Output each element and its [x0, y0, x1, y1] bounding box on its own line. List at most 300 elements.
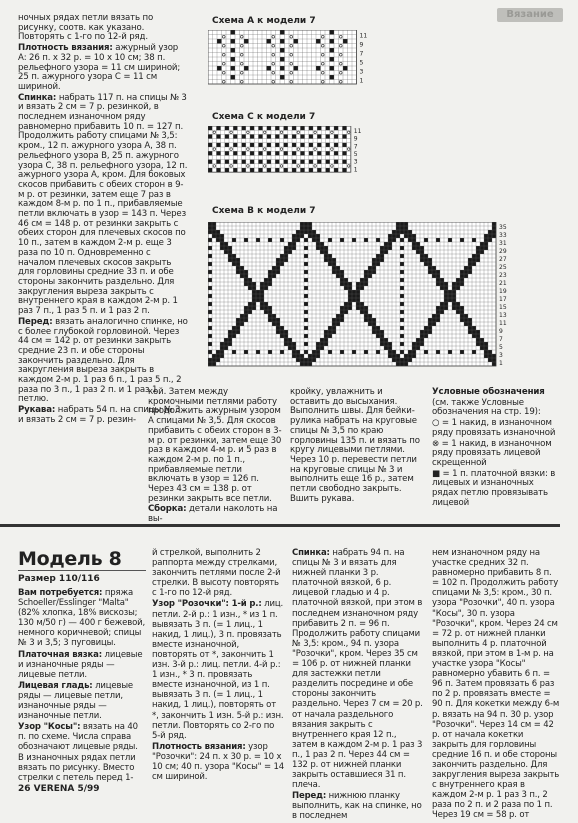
filled-stitch: [372, 330, 376, 334]
paragraph: Перед: нижнюю планку выполнить, как на спинке, но в последнем: [292, 791, 422, 822]
filled-stitch: [392, 230, 396, 234]
filled-stitch: [356, 302, 360, 306]
filled-stitch: [296, 234, 300, 238]
filled-stitch: [312, 350, 316, 354]
filled-stitch: [228, 254, 232, 258]
filled-stitch: [342, 151, 346, 155]
filled-stitch: [348, 302, 352, 306]
filled-stitch: [476, 334, 480, 338]
filled-stitch: [412, 234, 416, 238]
filled-stitch: [240, 274, 244, 278]
filled-stitch: [432, 270, 436, 274]
column-model7-left: [18, 14, 188, 427]
row-number: 5: [353, 150, 358, 158]
filled-stitch: [280, 48, 285, 53]
filled-stitch: [332, 266, 336, 270]
filled-stitch: [460, 274, 464, 278]
filled-stitch: [416, 242, 420, 246]
filled-stitch: [380, 338, 384, 342]
filled-stitch: [436, 278, 440, 282]
filled-stitch: [300, 134, 304, 138]
filled-stitch: [258, 151, 262, 155]
filled-stitch: [376, 238, 380, 242]
filled-stitch: [432, 314, 436, 318]
filled-stitch: [340, 238, 344, 242]
filled-stitch: [328, 350, 332, 354]
filled-stitch: [432, 322, 436, 326]
filled-stitch: [316, 350, 320, 354]
filled-stitch: [380, 330, 384, 334]
filled-stitch: [476, 250, 480, 254]
filled-stitch: [258, 134, 262, 138]
filled-stitch: [332, 318, 336, 322]
filled-stitch: [300, 226, 304, 230]
filled-stitch: [208, 350, 212, 354]
filled-stitch: [396, 222, 400, 226]
filled-stitch: [368, 314, 372, 318]
filled-stitch: [308, 234, 312, 238]
filled-stitch: [424, 254, 428, 258]
filled-stitch: [356, 294, 360, 298]
paragraph: Вам потребуется: пряжа Schoeller/Esslinger "Malta" (82% хлопка, 18% вискозы; 130 м/50 г) — 400 г бежевой, немного коричневой; спицы № 3 и 3,5; 3 пуговицы.: [18, 588, 146, 649]
filled-stitch: [280, 262, 284, 266]
filled-stitch: [428, 318, 432, 322]
filled-stitch: [342, 160, 346, 164]
filled-stitch: [228, 338, 232, 342]
filled-stitch: [492, 362, 496, 366]
filled-stitch: [248, 286, 252, 290]
filled-stitch: [220, 242, 224, 246]
filled-stitch: [316, 246, 320, 250]
filled-stitch: [388, 350, 392, 354]
column-model8-2: [152, 548, 284, 783]
filled-stitch: [444, 302, 448, 306]
filled-stitch: [424, 334, 428, 338]
filled-stitch: [342, 143, 346, 147]
filled-stitch: [260, 290, 264, 294]
filled-stitch: [280, 75, 285, 80]
filled-stitch: [324, 342, 328, 346]
filled-stitch: [334, 126, 338, 130]
filled-stitch: [284, 334, 288, 338]
filled-stitch: [460, 238, 464, 242]
filled-stitch: [268, 350, 272, 354]
filled-stitch: [208, 342, 212, 346]
filled-stitch: [280, 350, 284, 354]
filled-stitch: [256, 350, 260, 354]
filled-stitch: [244, 270, 248, 274]
filled-stitch: [309, 151, 313, 155]
filled-stitch: [248, 282, 252, 286]
filled-stitch: [244, 282, 248, 286]
filled-stitch: [220, 350, 224, 354]
filled-stitch: [334, 168, 338, 172]
filled-stitch: [344, 282, 348, 286]
filled-stitch: [440, 286, 444, 290]
filled-stitch: [268, 318, 272, 322]
filled-stitch: [216, 354, 220, 358]
scheme-b-title: Схема В к модели 7: [212, 206, 316, 216]
filled-stitch: [232, 254, 236, 258]
filled-stitch: [356, 298, 360, 302]
filled-stitch: [312, 358, 316, 362]
filled-stitch: [280, 254, 284, 258]
filled-stitch: [424, 350, 428, 354]
filled-stitch: [460, 270, 464, 274]
filled-stitch: [252, 290, 256, 294]
filled-stitch: [364, 314, 368, 318]
row-number: 31: [499, 240, 507, 247]
filled-stitch: [408, 234, 412, 238]
filled-stitch: [380, 250, 384, 254]
filled-stitch: [436, 274, 440, 278]
filled-stitch: [484, 238, 488, 242]
filled-stitch: [236, 258, 240, 262]
paragraph: ночных рядах петли вязать по рисунку, соотв. как указано. Повторять с 1-го по 12-й ряд.: [18, 13, 154, 43]
row-number: 11: [359, 32, 368, 40]
filled-stitch: [252, 298, 256, 302]
filled-stitch: [408, 350, 412, 354]
filled-stitch: [343, 39, 348, 44]
filled-stitch: [448, 298, 452, 302]
row-number: 1: [359, 77, 364, 85]
filled-stitch: [284, 258, 288, 262]
filled-stitch: [216, 234, 220, 238]
filled-stitch: [264, 306, 268, 310]
filled-stitch: [296, 358, 300, 362]
filled-stitch: [276, 330, 280, 334]
filled-stitch: [324, 338, 328, 342]
row-number: 25: [499, 264, 507, 271]
filled-stitch: [384, 250, 388, 254]
filled-stitch: [468, 322, 472, 326]
filled-stitch: [242, 134, 246, 138]
filled-stitch: [384, 338, 388, 342]
filled-stitch: [267, 126, 271, 130]
filled-stitch: [217, 39, 222, 44]
filled-stitch: [334, 143, 338, 147]
filled-stitch: [364, 278, 368, 282]
filled-stitch: [388, 346, 392, 350]
filled-stitch: [309, 143, 313, 147]
filled-stitch: [236, 322, 240, 326]
filled-stitch: [236, 330, 240, 334]
filled-stitch: [340, 314, 344, 318]
filled-stitch: [280, 238, 284, 242]
filled-stitch: [250, 160, 254, 164]
filled-stitch: [472, 350, 476, 354]
filled-stitch: [484, 234, 488, 238]
filled-stitch: [224, 338, 228, 342]
filled-stitch: [360, 286, 364, 290]
filled-stitch: [480, 242, 484, 246]
filled-stitch: [436, 238, 440, 242]
filled-stitch: [436, 318, 440, 322]
filled-stitch: [242, 151, 246, 155]
filled-stitch: [284, 151, 288, 155]
filled-stitch: [312, 354, 316, 358]
filled-stitch: [432, 266, 436, 270]
filled-stitch: [220, 238, 224, 242]
scheme-b-chart: [208, 222, 520, 370]
filled-stitch: [292, 143, 296, 147]
filled-stitch: [292, 342, 296, 346]
filled-stitch: [284, 168, 288, 172]
filled-stitch: [340, 350, 344, 354]
filled-stitch: [352, 238, 356, 242]
row-number: 27: [499, 256, 507, 263]
legend-line: ⊗ = 1 накид, в изнаночном ряду провязать лицевой скрещенной: [432, 438, 552, 468]
filled-stitch: [248, 278, 252, 282]
filled-stitch: [460, 318, 464, 322]
filled-stitch: [288, 346, 292, 350]
filled-stitch: [352, 294, 356, 298]
filled-stitch: [276, 322, 280, 326]
filled-stitch: [356, 290, 360, 294]
column-model8-4: [432, 548, 560, 822]
filled-stitch: [488, 238, 492, 242]
paragraph-assembly: Сборка: детали наколоть на вы-: [148, 504, 278, 525]
filled-stitch: [452, 298, 456, 302]
filled-stitch: [364, 238, 368, 242]
filled-stitch: [236, 266, 240, 270]
row-number: 7: [499, 336, 503, 343]
filled-stitch: [224, 242, 228, 246]
filled-stitch: [212, 354, 216, 358]
filled-stitch: [400, 254, 404, 258]
filled-stitch: [208, 362, 212, 366]
filled-stitch: [292, 151, 296, 155]
filled-stitch: [472, 262, 476, 266]
filled-stitch: [308, 222, 312, 226]
filled-stitch: [328, 258, 332, 262]
filled-stitch: [217, 66, 222, 71]
filled-stitch: [342, 168, 346, 172]
filled-stitch: [208, 226, 212, 230]
filled-stitch: [208, 126, 212, 130]
filled-stitch: [292, 350, 296, 354]
filled-stitch: [326, 168, 330, 172]
filled-stitch: [396, 226, 400, 230]
filled-stitch: [326, 143, 330, 147]
filled-stitch: [216, 350, 220, 354]
filled-stitch: [492, 230, 496, 234]
filled-stitch: [372, 326, 376, 330]
paragraph-back: Спинка: набрать 117 п. на спицы № 3 и вязать 2 см = 7 р. резинкой, в последнем изнаночном ряду равномерно прибавить 10 п. = 127 п. Продолжить работу спицами № 3,5: кром., 12 п. ажурного узора А, 38 п. рельефного узора В, 25 п. ажурного узора С, 38 п. рельефного узора, 12 п. ажурного узора А, кром. Для боковых скосов прибавить с обеих сторон в 9-м р. от резинки, затем еще 7 раз в каждом 8-м р. по 1 п., прибавляемые петли включать в узор = 143 п. Через 46 см = 148 р. от резинки закрыть с обеих сторон для плечевых скосов по 10 п., затем в каждом 2-м р. еще 3 раза по 10 п. Одновременно с началом плечевых скосов закрыть для горловины средние 33 п. и обе стороны закончить раздельно. Для закругления выреза закрыть с внутреннего края в каждом 2-м р. 1 раз 7 п., 1 раз 5 п. и 1 раз 2 п.: [18, 92, 188, 317]
filled-stitch: [280, 258, 284, 262]
filled-stitch: [300, 354, 304, 358]
filled-stitch: [356, 306, 360, 310]
filled-stitch: [267, 168, 271, 172]
filled-stitch: [317, 151, 321, 155]
filled-stitch: [208, 254, 212, 258]
filled-stitch: [396, 358, 400, 362]
filled-stitch: [400, 358, 404, 362]
filled-stitch: [344, 310, 348, 314]
filled-stitch: [268, 270, 272, 274]
filled-stitch: [484, 242, 488, 246]
filled-stitch: [416, 342, 420, 346]
filled-stitch: [231, 39, 236, 44]
filled-stitch: [424, 238, 428, 242]
filled-stitch: [208, 318, 212, 322]
filled-stitch: [480, 246, 484, 250]
filled-stitch: [244, 318, 248, 322]
filled-stitch: [332, 330, 336, 334]
filled-stitch: [328, 330, 332, 334]
filled-stitch: [324, 330, 328, 334]
filled-stitch: [300, 126, 304, 130]
paragraph: Узор "Косы": вязать на 40 п. по схеме. Числа справа обозначают лицевые ряды. В изнаночных рядах петли вязать по рисунку. Вместо стрелки с петель перед 1-: [18, 722, 138, 783]
filled-stitch: [376, 254, 380, 258]
filled-stitch: [326, 160, 330, 164]
filled-stitch: [320, 242, 324, 246]
filled-stitch: [242, 160, 246, 164]
filled-stitch: [336, 314, 340, 318]
filled-stitch: [264, 302, 268, 306]
filled-stitch: [232, 334, 236, 338]
filled-stitch: [484, 346, 488, 350]
filled-stitch: [264, 286, 268, 290]
filled-stitch: [216, 126, 220, 130]
filled-stitch: [304, 238, 308, 242]
filled-stitch: [400, 342, 404, 346]
filled-stitch: [260, 306, 264, 310]
filled-stitch: [292, 346, 296, 350]
filled-stitch: [220, 346, 224, 350]
filled-stitch: [334, 151, 338, 155]
filled-stitch: [380, 246, 384, 250]
filled-stitch: [428, 326, 432, 330]
filled-stitch: [304, 342, 308, 346]
filled-stitch: [400, 362, 404, 366]
filled-stitch: [308, 362, 312, 366]
scheme-c-title: Схема С к модели 7: [212, 112, 316, 122]
filled-stitch: [250, 134, 254, 138]
filled-stitch: [300, 143, 304, 147]
filled-stitch: [252, 286, 256, 290]
filled-stitch: [225, 168, 229, 172]
filled-stitch: [288, 342, 292, 346]
filled-stitch: [256, 238, 260, 242]
filled-stitch: [448, 350, 452, 354]
filled-stitch: [244, 274, 248, 278]
filled-stitch: [488, 234, 492, 238]
filled-stitch: [231, 30, 236, 35]
filled-stitch: [316, 354, 320, 358]
filled-stitch: [232, 238, 236, 242]
filled-stitch: [216, 230, 220, 234]
filled-stitch: [208, 168, 212, 172]
filled-stitch: [308, 354, 312, 358]
filled-stitch: [360, 306, 364, 310]
filled-stitch: [404, 354, 408, 358]
row-number: 3: [499, 352, 503, 359]
filled-stitch: [452, 302, 456, 306]
filled-stitch: [225, 160, 229, 164]
row-number: 3: [359, 68, 364, 76]
filled-stitch: [488, 350, 492, 354]
filled-stitch: [364, 306, 368, 310]
filled-stitch: [275, 168, 279, 172]
filled-stitch: [208, 294, 212, 298]
filled-stitch: [260, 282, 264, 286]
row-number: 11: [499, 320, 507, 327]
paragraph: Спинка: набрать 94 п. на спицы № 3 и вязать для нижней планки 3 р. платочной вязкой, 6 р. лицевой гладью и 4 р. платочной вязкой, при этом в последнем изнаночном ряду прибавить 2 п. = 96 п. Продолжить работу спицами № 3,5: кром., 94 п. узора "Розочки", кром. Через 35 см = 106 р. от нижней планки для застежки петли разделить посредине и обе стороны закончить раздельно. Через 7 см = 20 р. от начала раздельного вязания закрыть с внутреннего края 12 п., затем в каждом 2-м р. 1 раз 3 п., 1 раз 2 п. Через 44 см = 132 р. от нижней планки закрыть оставшиеся 31 п. плеча.: [292, 548, 423, 791]
row-number: 9: [499, 328, 503, 335]
filled-stitch: [464, 318, 468, 322]
filled-stitch: [304, 262, 308, 266]
filled-stitch: [304, 254, 308, 258]
filled-stitch: [275, 160, 279, 164]
filled-stitch: [312, 230, 316, 234]
filled-stitch: [380, 254, 384, 258]
filled-stitch: [220, 354, 224, 358]
filled-stitch: [472, 254, 476, 258]
filled-stitch: [384, 342, 388, 346]
filled-stitch: [428, 258, 432, 262]
filled-stitch: [332, 270, 336, 274]
filled-stitch: [280, 334, 284, 338]
filled-stitch: [272, 314, 276, 318]
filled-stitch: [468, 330, 472, 334]
filled-stitch: [392, 234, 396, 238]
filled-stitch: [300, 234, 304, 238]
filled-stitch: [280, 66, 285, 71]
filled-stitch: [420, 246, 424, 250]
filled-stitch: [400, 246, 404, 250]
filled-stitch: [372, 258, 376, 262]
filled-stitch: [320, 246, 324, 250]
paragraph-sleeve: Рукава: набрать 54 п. на спицы № 3 и вязать 2 см = 7 р. резин-: [18, 405, 181, 425]
filled-stitch: [240, 266, 244, 270]
row-number: 5: [359, 59, 364, 67]
filled-stitch: [256, 298, 260, 302]
filled-stitch: [267, 143, 271, 147]
filled-stitch: [388, 342, 392, 346]
filled-stitch: [316, 66, 321, 71]
filled-stitch: [304, 286, 308, 290]
filled-stitch: [376, 334, 380, 338]
filled-stitch: [258, 160, 262, 164]
filled-stitch: [284, 250, 288, 254]
filled-stitch: [260, 286, 264, 290]
filled-stitch: [400, 230, 404, 234]
filled-stitch: [304, 302, 308, 306]
filled-stitch: [225, 151, 229, 155]
page-footer: 26 VERENA 5/99: [18, 784, 100, 794]
filled-stitch: [275, 151, 279, 155]
filled-stitch: [448, 238, 452, 242]
filled-stitch: [444, 306, 448, 310]
filled-stitch: [244, 278, 248, 282]
filled-stitch: [476, 246, 480, 250]
filled-stitch: [212, 234, 216, 238]
filled-stitch: [324, 254, 328, 258]
filled-stitch: [336, 318, 340, 322]
filled-stitch: [316, 39, 321, 44]
scheme-a-chart: [208, 30, 438, 88]
filled-stitch: [288, 242, 292, 246]
filled-stitch: [330, 30, 335, 35]
filled-stitch: [480, 250, 484, 254]
filled-stitch: [260, 294, 264, 298]
filled-stitch: [284, 134, 288, 138]
filled-stitch: [440, 302, 444, 306]
filled-stitch: [364, 318, 368, 322]
filled-stitch: [208, 326, 212, 330]
filled-stitch: [233, 168, 237, 172]
